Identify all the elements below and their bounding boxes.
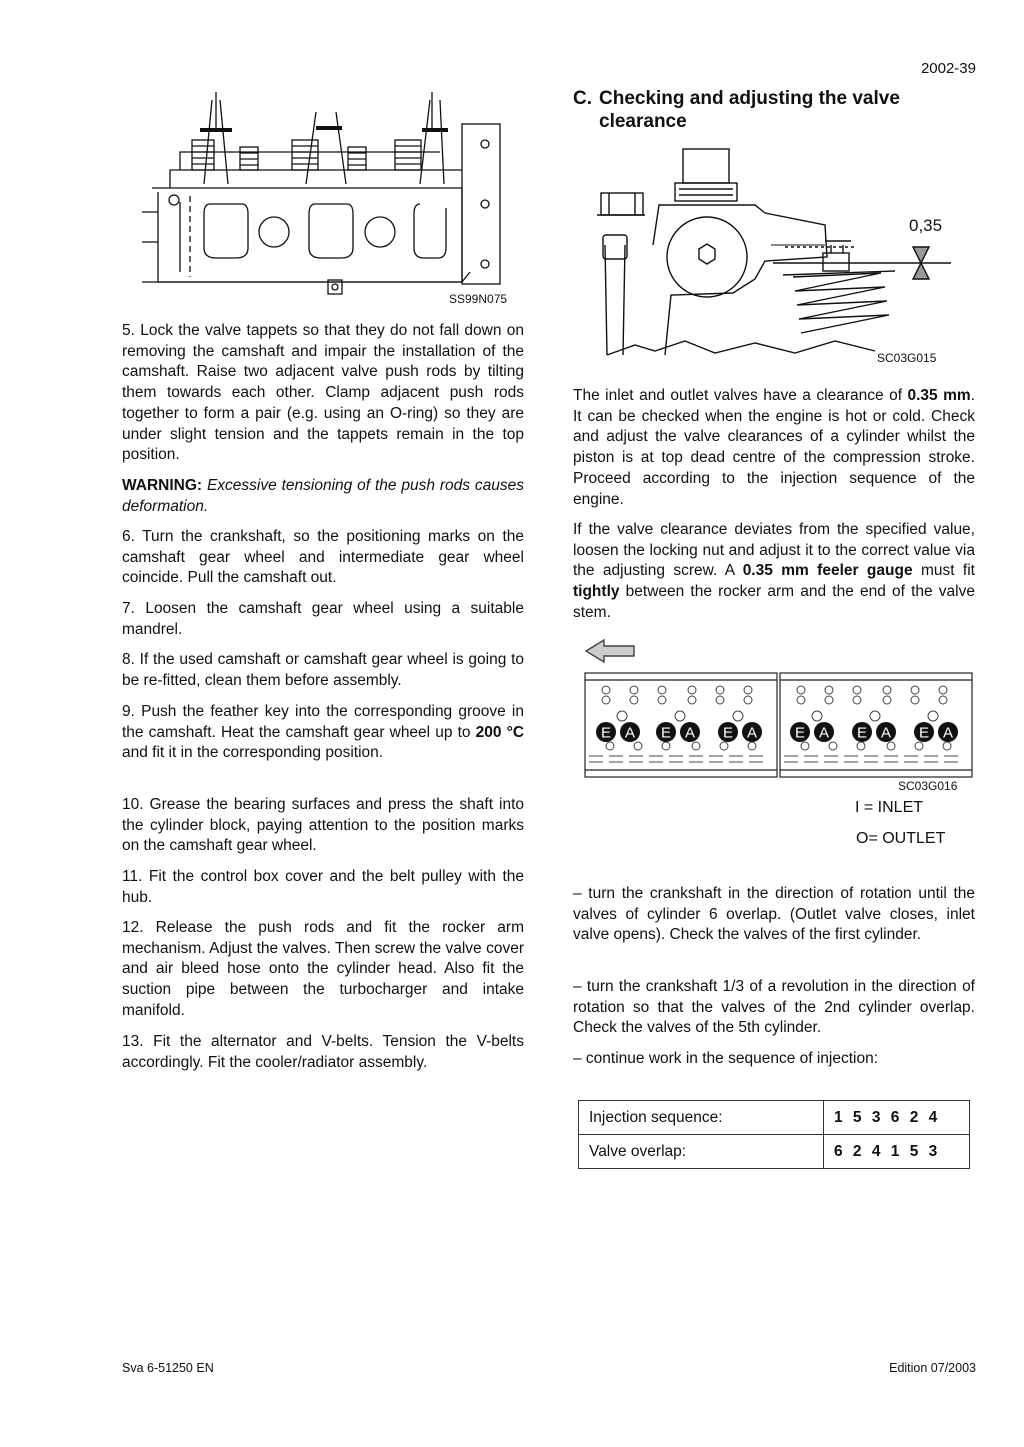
layout-hole [825, 696, 833, 704]
p2-text-a: If the valve clearance deviates from the specified value, loosen the locking nut and adjust it to the correct value via the adjusting screw. A [573, 521, 975, 580]
direction-arrow-icon [584, 638, 638, 664]
layout-line [784, 756, 964, 762]
valve-letter [938, 722, 958, 742]
step-9 [122, 702, 524, 764]
valve-letter [914, 722, 934, 742]
layout-hole [801, 742, 809, 750]
p2-text-c: between the rocker arm and the end of the valve stem. [573, 583, 975, 621]
layout-hole [797, 686, 805, 694]
p1-clearance-value: 0.35 mm [907, 387, 971, 404]
layout-hole [602, 686, 610, 694]
valve-letter [620, 722, 640, 742]
warning-text: Excessive tensioning of the push rods causes deformation. [122, 477, 524, 515]
layout-hole [883, 686, 891, 694]
clearance-paragraph-2 [573, 520, 975, 624]
layout-hole [911, 686, 919, 694]
layout-hole [812, 711, 822, 721]
valve-letter [596, 722, 616, 742]
layout-hole [744, 696, 752, 704]
warning-label: WARNING: [122, 477, 203, 494]
table-cell-label: Valve overlap: [579, 1135, 824, 1169]
valve-letter-text: E [600, 724, 612, 742]
cylinder-head-caption: SS99N075 [449, 292, 508, 306]
step-11: 11. Fit the control box cover and the belt pulley with the hub. [122, 868, 524, 906]
step-13: 13. Fit the alternator and V-belts. Tension the V-belts accordingly. Fit the cooler/radiator assembly. [122, 1033, 524, 1071]
valve-letter [852, 722, 872, 742]
footer-edition: Edition 07/2003 [889, 1361, 976, 1375]
procedure-step-c: – continue work in the sequence of injection: [573, 1050, 879, 1067]
table-cell-label: Injection sequence: [579, 1101, 824, 1135]
layout-hole [943, 742, 951, 750]
layout-hole [853, 696, 861, 704]
layout-hole [688, 686, 696, 694]
valve-letter [814, 722, 834, 742]
table-cell-value: 6 2 4 1 5 3 [824, 1135, 970, 1169]
p2-feeler-gauge: 0.35 mm feeler gauge [742, 562, 913, 580]
layout-hole [870, 711, 880, 721]
layout-hole [688, 696, 696, 704]
procedure-step-b: – turn the crankshaft 1/3 of a revolution in the direction of rotation so that the valves of the 2nd cylinder overlap. Check the valves of the 5th cylinder. [573, 978, 975, 1037]
layout-hole [716, 686, 724, 694]
step-7: 7. Loosen the camshaft gear wheel using a suitable mandrel. [122, 600, 524, 638]
p1-text-b: . It can be checked when the engine is hot or cold. Check and adjust the valve clearances of a cylinder whilst the piston is at top dead centre of the compression stroke. Proceed according to the injection sequence of the engine. [573, 387, 976, 508]
p1-text-a: The inlet and outlet valves have a clearance of [573, 387, 908, 404]
layout-line [589, 756, 769, 762]
legend-inlet: I = INLET [855, 799, 924, 816]
procedure-step-a: – turn the crankshaft in the direction of rotation until the valves of cylinder 6 overlap. (Outlet valve closes, inlet valve opens). Check the valves of the first cylinder. [573, 885, 975, 944]
valve-letter [790, 722, 810, 742]
layout-hole [825, 686, 833, 694]
page-number: 2002-39 [920, 60, 976, 77]
layout-hole [857, 742, 865, 750]
layout-hole [662, 742, 670, 750]
layout-hole [915, 742, 923, 750]
step-10: 10. Grease the bearing surfaces and press the shaft into the cylinder block, paying attention to the position marks on the camshaft gear wheel. [122, 796, 524, 855]
table-cell-value: 1 5 3 6 2 4 [824, 1101, 970, 1135]
step-9-text-b: and fit it in the corresponding position. [122, 744, 384, 762]
clearance-gap-label: 0,35 [909, 216, 943, 235]
layout-hole [744, 686, 752, 694]
layout-hole [606, 742, 614, 750]
valve-letter-text: A [746, 724, 758, 742]
section-letter: C. [573, 88, 592, 109]
table-row [579, 1101, 970, 1135]
valve-letter-text: A [684, 724, 696, 742]
layout-hole [716, 696, 724, 704]
step-12: 12. Release the push rods and fit the rocker arm mechanism. Adjust the valves. Then screw the valve cover and air bleed hose onto the cylinder head. Also fit the suction pipe between the turbocharger and intake manifold. [122, 919, 524, 1019]
step-6: 6. Turn the crankshaft, so the positioning marks on the camshaft gear wheel and intermediate gear wheel coincide. Pull the camshaft out. [122, 528, 524, 587]
layout-hole [617, 711, 627, 721]
section-title-line2: clearance [599, 111, 687, 132]
layout-hole [829, 742, 837, 750]
valve-clearance-caption: SC03G015 [877, 351, 937, 365]
valve-layout-figure [584, 672, 974, 780]
layout-hole [720, 742, 728, 750]
layout-hole [692, 742, 700, 750]
layout-hole [733, 711, 743, 721]
valve-letter [876, 722, 896, 742]
layout-hole [853, 686, 861, 694]
layout-hole [630, 696, 638, 704]
layout-hole [911, 696, 919, 704]
layout-hole [658, 696, 666, 704]
valve-letter-text: E [794, 724, 806, 742]
footer-document-id: Sva 6-51250 EN [122, 1361, 214, 1375]
p2-text-b: must fit [912, 562, 975, 580]
valve-letter-text: E [856, 724, 868, 742]
valve-letter-text: A [818, 724, 830, 742]
layout-hole [928, 711, 938, 721]
step-5: 5. Lock the valve tappets so that they do not fall down on removing the camshaft and impair the installation of the camshaft. Raise two adjacent valve push rods by tilting them towards each other. Clamp adjacent push rods together to form a pair (e.g. using an O-ring) so they are under slight tension and the tappets remain in the top position. [122, 322, 524, 464]
valve-letter-text: A [942, 724, 954, 742]
valve-letter-text: E [722, 724, 734, 742]
layout-hole [634, 742, 642, 750]
p2-tightly: tightly [573, 583, 620, 601]
layout-hole [939, 696, 947, 704]
layout-hole [658, 686, 666, 694]
valve-layout-caption: SC03G016 [898, 779, 958, 793]
layout-hole [797, 696, 805, 704]
valve-clearance-figure [595, 145, 955, 357]
clearance-paragraph-1 [573, 386, 975, 510]
valve-letter [742, 722, 762, 742]
section-title-line1: Checking and adjusting the valve [599, 88, 900, 109]
step-8: 8. If the used camshaft or camshaft gear wheel is going to be re-fitted, clean them before assembly. [122, 651, 524, 689]
warning-paragraph [122, 476, 524, 517]
valve-letter-text: E [918, 724, 930, 742]
table-row [579, 1135, 970, 1169]
step-9-text-a: 9. Push the feather key into the corresponding groove in the camshaft. Heat the camshaft gear wheel up to [122, 703, 524, 741]
layout-hole [939, 686, 947, 694]
layout-hole [630, 686, 638, 694]
layout-hole [602, 696, 610, 704]
layout-hole [883, 696, 891, 704]
layout-hole [675, 711, 685, 721]
cylinder-head-figure [140, 92, 520, 297]
valve-letter-text: E [660, 724, 672, 742]
valve-letter [680, 722, 700, 742]
valve-letter [718, 722, 738, 742]
step-9-temperature: 200 °C [475, 723, 525, 741]
valve-letter-text: A [624, 724, 636, 742]
layout-hole [887, 742, 895, 750]
section-c-title [573, 87, 993, 133]
valve-letter [656, 722, 676, 742]
legend-outlet: O= OUTLET [856, 830, 946, 847]
layout-hole [748, 742, 756, 750]
valve-letter-text: A [880, 724, 892, 742]
injection-table [578, 1100, 970, 1169]
